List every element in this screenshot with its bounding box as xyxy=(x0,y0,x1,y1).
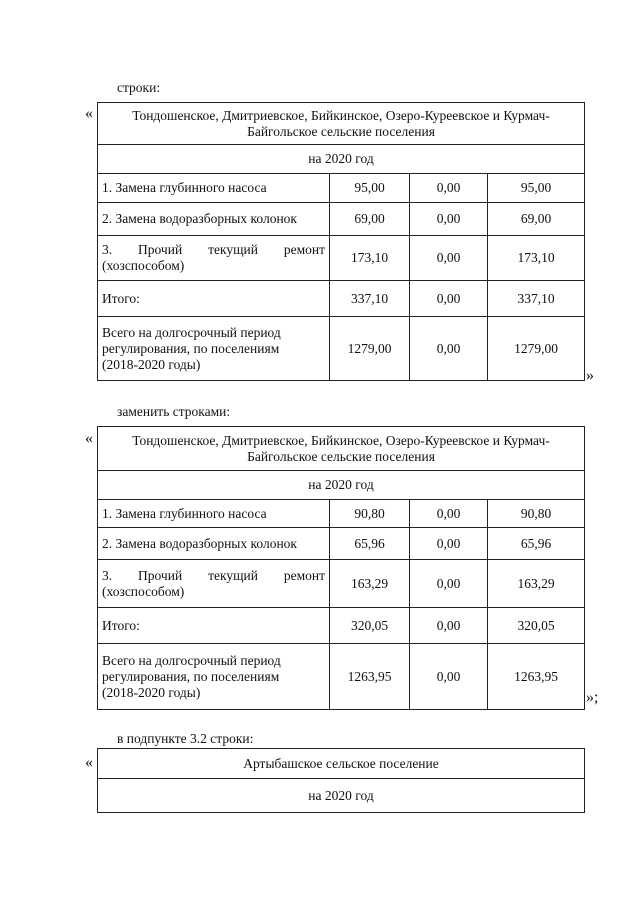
replace-label: заменить строками: xyxy=(117,404,231,419)
row-value: 0,00 xyxy=(410,608,488,644)
row-name: 2. Замена водоразборных колонок xyxy=(98,203,330,236)
table-row xyxy=(98,236,585,281)
row-value: 0,00 xyxy=(410,528,488,560)
row-value: 0,00 xyxy=(410,203,488,236)
row-value: 0,00 xyxy=(410,281,488,317)
row-value: 0,00 xyxy=(410,317,488,381)
table-row xyxy=(98,528,585,560)
table-row xyxy=(98,500,585,528)
row-name: 2. Замена водоразборных колонок xyxy=(98,528,330,560)
row-value: 0,00 xyxy=(410,560,488,608)
row-value: 163,29 xyxy=(330,560,410,608)
open-quote: « xyxy=(85,105,93,122)
table-row xyxy=(98,317,585,381)
row-value: 90,80 xyxy=(488,500,585,528)
row-value: 0,00 xyxy=(410,500,488,528)
settlements-header: Тондошенское, Дмитриевское, Бийкинское, Озеро-Куреевское и Курмач- Байгольское сельские поселения xyxy=(98,103,585,145)
row-value: 95,00 xyxy=(488,174,585,203)
row-value: 1279,00 xyxy=(330,317,410,381)
row-value: 90,80 xyxy=(330,500,410,528)
open-quote: « xyxy=(85,754,93,771)
settlement-header: Артыбашское сельское поселение xyxy=(98,749,585,779)
year-row xyxy=(98,779,585,813)
year-cell: на 2020 год xyxy=(98,145,585,174)
row-value: 337,10 xyxy=(330,281,410,317)
row-name: Всего на долгосрочный период регулирования, по поселениям (2018-2020 годы) xyxy=(98,644,330,710)
row-name: 3. Прочий текущий ремонт (хозспособом) xyxy=(98,560,330,608)
table-artybash xyxy=(97,748,585,813)
intro-label: строки: xyxy=(117,80,161,95)
row-value: 320,05 xyxy=(330,608,410,644)
year-cell: на 2020 год xyxy=(98,779,585,813)
close-quote: »; xyxy=(586,689,599,706)
row-value: 1263,95 xyxy=(488,644,585,710)
table-row xyxy=(98,174,585,203)
table-row xyxy=(98,281,585,317)
open-quote: « xyxy=(85,430,93,447)
table-row xyxy=(98,203,585,236)
row-value: 337,10 xyxy=(488,281,585,317)
row-value: 173,10 xyxy=(488,236,585,281)
table-replacement xyxy=(97,426,585,710)
table-header-row xyxy=(98,749,585,779)
row-value: 69,00 xyxy=(488,203,585,236)
row-value: 320,05 xyxy=(488,608,585,644)
row-name: 1. Замена глубинного насоса xyxy=(98,500,330,528)
row-value: 163,29 xyxy=(488,560,585,608)
settlements-header: Тондошенское, Дмитриевское, Бийкинское, Озеро-Куреевское и Курмач- Байгольское сельские поселения xyxy=(98,427,585,471)
table-row xyxy=(98,644,585,710)
row-name: 3. Прочий текущий ремонт (хозспособом) xyxy=(98,236,330,281)
table-header-row xyxy=(98,103,585,145)
year-cell: на 2020 год xyxy=(98,471,585,500)
row-value: 0,00 xyxy=(410,174,488,203)
row-value: 1279,00 xyxy=(488,317,585,381)
row-value: 65,96 xyxy=(330,528,410,560)
year-row xyxy=(98,145,585,174)
row-name: 1. Замена глубинного насоса xyxy=(98,174,330,203)
row-value: 0,00 xyxy=(410,644,488,710)
row-value: 0,00 xyxy=(410,236,488,281)
row-name: Итого: xyxy=(98,608,330,644)
table-row xyxy=(98,560,585,608)
row-value: 95,00 xyxy=(330,174,410,203)
subpoint-label: в подпункте 3.2 строки: xyxy=(117,731,254,746)
row-value: 65,96 xyxy=(488,528,585,560)
row-name: Всего на долгосрочный период регулирования, по поселениям (2018-2020 годы) xyxy=(98,317,330,381)
row-value: 173,10 xyxy=(330,236,410,281)
row-name: Итого: xyxy=(98,281,330,317)
close-quote: » xyxy=(586,367,594,384)
row-value: 69,00 xyxy=(330,203,410,236)
table-header-row xyxy=(98,427,585,471)
row-value: 1263,95 xyxy=(330,644,410,710)
year-row xyxy=(98,471,585,500)
table-original xyxy=(97,102,585,381)
table-row xyxy=(98,608,585,644)
